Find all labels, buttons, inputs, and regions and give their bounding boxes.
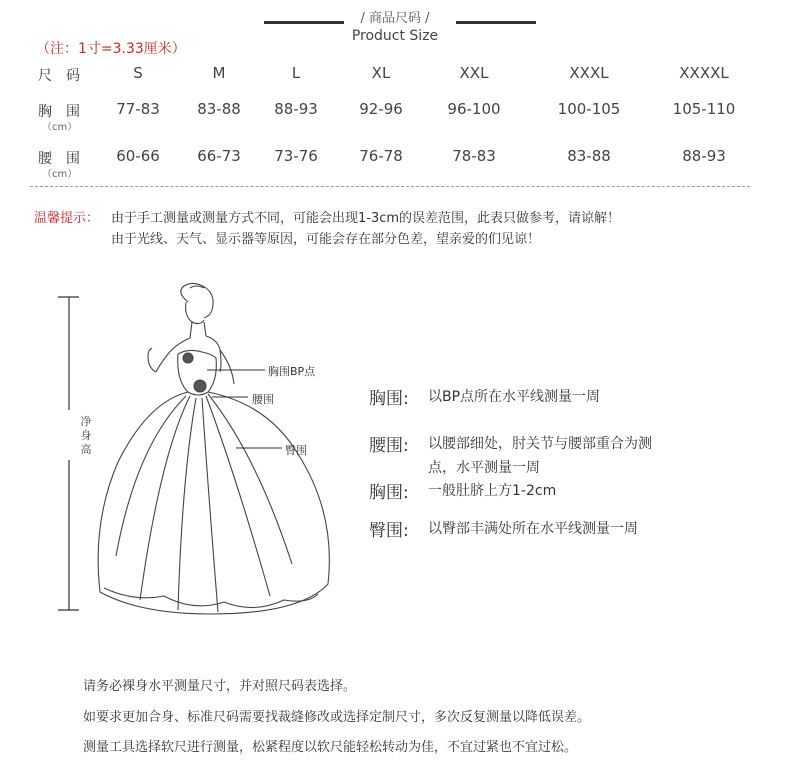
waist-value: 73-76 xyxy=(274,147,318,165)
def-text: 以BP点所在水平线测量一周 xyxy=(428,389,601,405)
size-label: XL xyxy=(371,64,391,82)
waist-row-unit: （cm） xyxy=(42,169,78,180)
def-text: 以臀部丰满处所在水平线测量一周 xyxy=(428,521,638,537)
waist-value: 60-66 xyxy=(116,147,160,165)
tips-line: 由于手工测量或测量方式不同，可能会出现1-3cm的误差范围，此表只做参考，请谅解！ xyxy=(111,211,621,226)
table-divider xyxy=(30,186,750,187)
size-label: XXXXL xyxy=(679,64,729,82)
def-term: 臀围: xyxy=(369,521,409,541)
instruction-line: 如要求更加合身、标准尺码需要找裁缝修改或选择定制尺寸，多次反复测量以降低误差。 xyxy=(83,710,591,725)
waist-value: 83-88 xyxy=(567,147,611,165)
bust-value: 88-93 xyxy=(274,100,318,118)
waist-value: 76-78 xyxy=(359,147,403,165)
instruction-line: 测量工具选择软尺进行测量，松紧程度以软尺能轻松转动为佳，不宜过紧也不宜过松。 xyxy=(83,740,578,755)
bust-row-label: 胸围 xyxy=(38,104,94,120)
def-text: 一般肚脐上方1-2cm xyxy=(428,483,557,499)
def-term: 胸围: xyxy=(369,389,409,409)
instruction-line: 请务必裸身水平测量尺寸，并对照尺码表选择。 xyxy=(83,679,357,694)
bust-row-unit: （cm） xyxy=(42,122,78,133)
unit-note: （注：1寸=3.33厘米） xyxy=(36,41,186,57)
def-term: 腰围: xyxy=(369,436,409,456)
bust-value: 77-83 xyxy=(116,100,160,118)
waist-callout: 腰围 xyxy=(252,393,274,406)
size-label: M xyxy=(212,64,226,82)
size-label: L xyxy=(291,64,301,82)
bust-value: 105-110 xyxy=(672,100,736,118)
bust-value: 96-100 xyxy=(447,100,501,118)
tips-line: 由于光线、天气、显示器等原因，可能会存在部分色差，望亲爱的们见谅！ xyxy=(111,232,541,247)
size-label: XXL xyxy=(459,64,489,82)
waist-value: 88-93 xyxy=(682,147,726,165)
height-label: 净身高 xyxy=(80,415,92,456)
height-ruler xyxy=(58,297,79,610)
tips-label: 温馨提示： xyxy=(34,211,100,226)
size-header-label: 尺码 xyxy=(38,68,94,84)
bust-value: 92-96 xyxy=(359,100,403,118)
hip-callout: 臀围 xyxy=(285,444,307,457)
def-text: 以腰部细处，肘关节与腰部重合为测 xyxy=(428,436,652,452)
def-term: 胸围: xyxy=(369,483,409,503)
section-subtitle: Product Size xyxy=(351,28,439,44)
bust-value: 100-105 xyxy=(557,100,621,118)
def-text: 点，水平测量一周 xyxy=(428,460,540,476)
bust-callout: 胸围BP点 xyxy=(268,365,316,378)
callout-lines xyxy=(207,370,282,448)
bust-value: 83-88 xyxy=(197,100,241,118)
waist-value: 66-73 xyxy=(197,147,241,165)
size-label: S xyxy=(133,64,143,82)
waist-row-label: 腰围 xyxy=(38,151,94,167)
size-label: XXXL xyxy=(569,64,609,82)
waist-value: 78-83 xyxy=(452,147,496,165)
section-title: / 商品尺码 / xyxy=(360,11,430,26)
